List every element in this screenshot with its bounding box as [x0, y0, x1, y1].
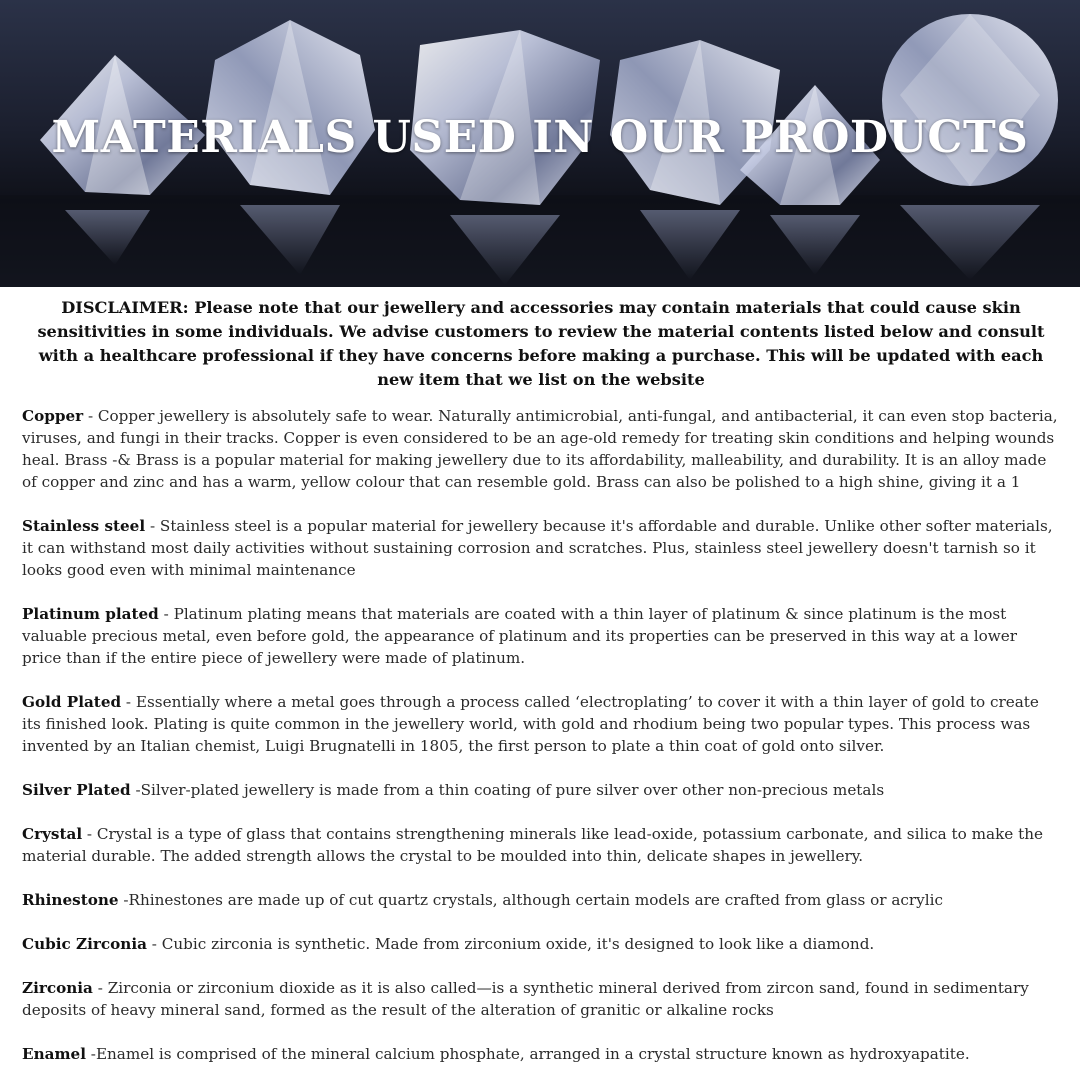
material-item-gold-plated [22, 691, 1060, 757]
material-name: Silver Plated [22, 781, 131, 799]
material-separator: - [83, 407, 98, 425]
material-item-enamel [22, 1043, 1060, 1065]
material-separator: - [146, 935, 162, 953]
material-description: Silver-plated jewellery is made from a thin coating of pure silver over other non-precious metals [140, 781, 885, 799]
material-description: Crystal is a type of glass that contains strengthening minerals like lead-oxide, potassium carbonate, and silica to make the material durable. The added strength allows the crystal to be moulded into thin, delicate shapes in jewellery. [22, 825, 1043, 865]
material-item-rhinestone [22, 889, 1060, 911]
page-title: MATERIALS USED IN OUR PRODUCTS [51, 112, 1029, 163]
hero-banner [0, 0, 1080, 287]
material-name: Stainless steel [22, 517, 146, 535]
material-separator: - [118, 891, 129, 909]
material-separator: - [145, 517, 160, 535]
material-name: Enamel [22, 1045, 86, 1063]
material-separator: - [92, 979, 108, 997]
material-name: Rhinestone [22, 891, 119, 909]
material-separator: - [158, 605, 174, 623]
material-item-zirconia [22, 977, 1060, 1021]
main-content [0, 296, 1080, 1065]
material-item-cubic-zirconia [22, 933, 1060, 955]
material-name: Platinum plated [22, 605, 159, 623]
disclaimer-text: DISCLAIMER: Please note that our jewellery and accessories may contain materials that could cause skin sensitivities in some individuals. We advise customers to review the material contents listed below and consult with a healthcare professional if they have concerns before making a purchase. This will be updated with each new item that we list on the website [37, 298, 1045, 389]
material-description: Essentially where a metal goes through a process called ‘electroplating’ to cover it with a thin layer of gold to create its finished look. Plating is quite common in the jewellery world, with gold and rhodium being two popular types. This process was invented by an Italian chemist, Luigi Brugnatelli in 1805, the first person to plate a thin coat of gold onto silver. [22, 693, 1039, 755]
material-description: Cubic zirconia is synthetic. Made from zirconium oxide, it's designed to look like a diamond. [161, 935, 875, 953]
material-item-platinum-plated [22, 603, 1060, 669]
material-item-silver-plated [22, 779, 1060, 801]
material-separator: - [82, 825, 97, 843]
material-description: Copper jewellery is absolutely safe to wear. Naturally antimicrobial, anti-fungal, and antibacterial, it can even stop bacteria, viruses, and fungi in their tracks. Copper is even considered to be an age-old remedy for treating skin conditions and helping wounds heal. Brass -& Brass is a popular material for making jewellery due to its affordability, malleability, and durability. It is an alloy made of copper and zinc and has a warm, yellow colour that can resemble gold. Brass can also be polished to a high shine, giving it a 1 [22, 407, 1058, 491]
material-item-copper [22, 405, 1060, 493]
material-description: Rhinestones are made up of cut quartz crystals, although certain models are crafted from glass or acrylic [128, 891, 943, 909]
material-separator: - [130, 781, 141, 799]
material-description: Stainless steel is a popular material for jewellery because it's affordable and durable. Unlike other softer materials, it can withstand most daily activities without sustaining corrosion and scratches. Plus, stainless steel jewellery doesn't tarnish so it looks good even with minimal maintenance [22, 517, 1053, 579]
material-item-stainless-steel [22, 515, 1060, 581]
material-name: Zirconia [22, 979, 93, 997]
material-name: Cubic Zirconia [22, 935, 147, 953]
material-description: Enamel is comprised of the mineral calcium phosphate, arranged in a crystal structure known as hydroxyapatite. [95, 1045, 970, 1063]
material-name: Crystal [22, 825, 83, 843]
material-name: Copper [22, 407, 84, 425]
material-description: Zirconia or zirconium dioxide as it is also called—is a synthetic mineral derived from zircon sand, found in sedimentary deposits of heavy mineral sand, formed as the result of the alteration of granitic or alkaline rocks [22, 979, 1029, 1019]
material-item-crystal [22, 823, 1060, 867]
material-name: Gold Plated [22, 693, 122, 711]
material-separator: - [121, 693, 136, 711]
materials-list [22, 405, 1060, 1065]
material-description: Platinum plating means that materials are coated with a thin layer of platinum & since platinum is the most valuable precious metal, even before gold, the appearance of platinum and its properties can be preserved in this way at a lower price than if the entire piece of jewellery were made of platinum. [22, 605, 1017, 667]
material-separator: - [85, 1045, 96, 1063]
